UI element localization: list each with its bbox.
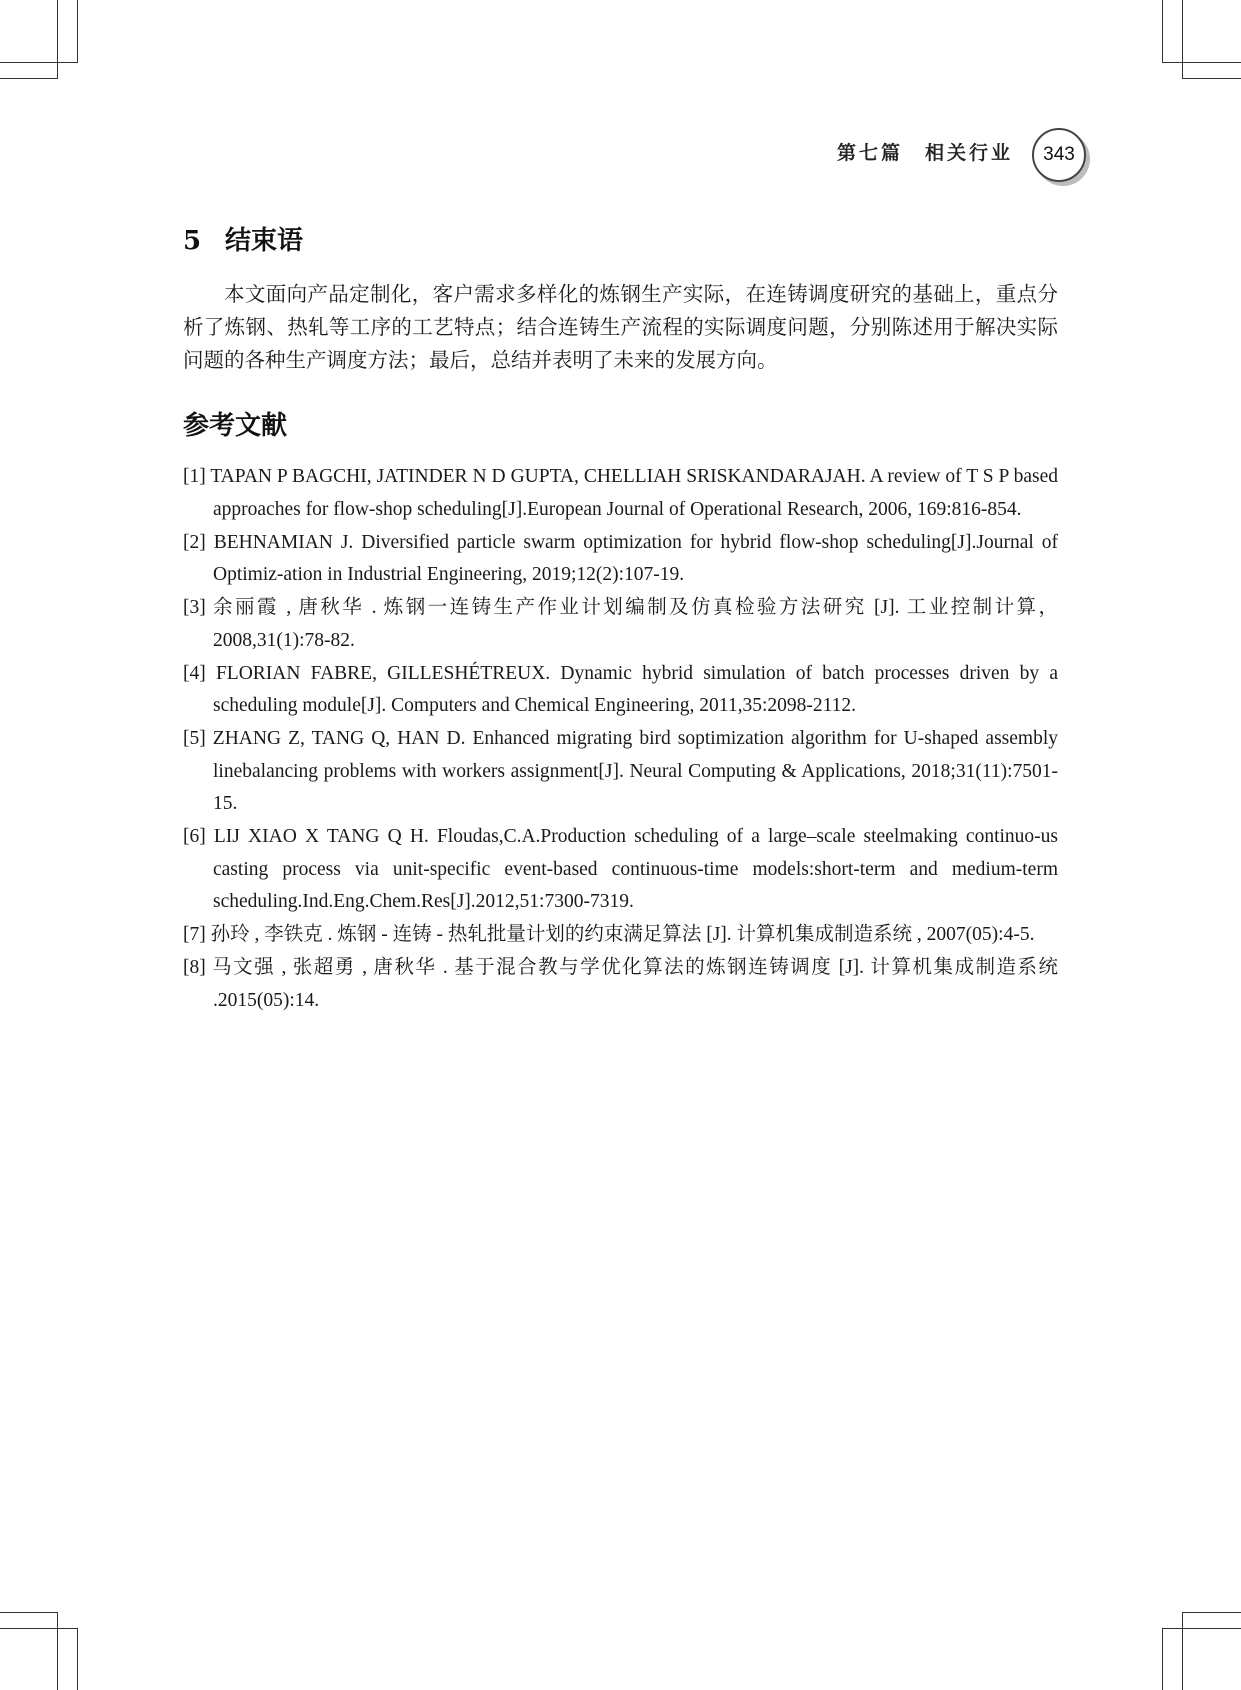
reference-item: [3] 余丽霞 , 唐秋华 . 炼钢一连铸生产作业计划编制及仿真检验方法研究 [J]. 工业控制计算， 2008,31(1):78-82. [183, 597, 1058, 651]
crop-mark-bottom-right-h [1182, 1612, 1241, 1613]
page-number: 343 [1043, 144, 1075, 165]
crop-mark-top-right-v2 [1182, 0, 1183, 78]
crop-mark-top-right-h2 [1182, 78, 1241, 79]
crop-mark-bottom-left-v2 [77, 1628, 78, 1690]
section-number: 5 [183, 226, 202, 256]
reference-item: [7] 孙玲 , 李铁克 . 炼钢 - 连铸 - 热轧批量计划的约束满足算法 [J]. 计算机集成制造系统 , 2007(05):4-5. [183, 924, 1035, 945]
crop-mark-top-right-v [1162, 0, 1163, 62]
section-title: 结束语 [225, 226, 304, 256]
crop-mark-top-left-v [57, 0, 58, 78]
crop-mark-top-left-h2 [0, 78, 58, 79]
reference-item: [4] FLORIAN FABRE, GILLESHÉTREUX. Dynamic hybrid simulation of batch processes driven by a scheduling module[J]. Computers and Chemical Engineering, 2011,35:2098-2112. [183, 662, 1058, 716]
conclusion-paragraph: 本文面向产品定制化，客户需求多样化的炼钢生产实际，在连铸调度研究的基础上，重点分析了炼钢、热轧等工序的工艺特点；结合连铸生产流程的实际调度问题，分别陈述用于解决实际问题的各种生产调度方法；最后，总结并表明了未来的发展方向。 [183, 282, 1058, 372]
reference-item: [8] 马文强 , 张超勇 , 唐秋华 . 基于混合教与学优化算法的炼钢连铸调度 [J]. 计算机集成制造系统 .2015(05):14. [183, 957, 1058, 1011]
section-heading [183, 220, 303, 257]
crop-mark-bottom-left-v [57, 1612, 58, 1690]
crop-mark-bottom-right-v2 [1182, 1612, 1183, 1690]
crop-mark-top-left-v2 [77, 0, 78, 62]
reference-list [183, 461, 1058, 1018]
page-number-badge [1032, 128, 1086, 182]
reference-item: [5] ZHANG Z, TANG Q, HAN D. Enhanced migrating bird soptimization algorithm for U-shaped assembly linebalancing problems with workers assignment[J]. Neural Computing & Applications, 2018;31(11):7501-15. [183, 728, 1058, 814]
crop-mark-bottom-left-h2 [0, 1628, 78, 1629]
crop-mark-bottom-right-v [1162, 1628, 1163, 1690]
crop-mark-bottom-left-h [0, 1612, 58, 1613]
header-section: 第七篇 [836, 142, 903, 164]
reference-item: [1] TAPAN P BAGCHI, JATINDER N D GUPTA, CHELLIAH SRISKANDARAJAH. A review of T S P based approaches for flow-shop scheduling[J].European Journal of Operational Research, 2006, 169:816-854. [183, 466, 1058, 520]
crop-mark-top-right-h [1162, 62, 1241, 63]
reference-item: [6] LIJ XIAO X TANG Q H. Floudas,C.A.Production scheduling of a large–scale steelmaking continuo-us casting process via unit-specific event-based continuous-time models:short-term and medium-term scheduling.Ind.Eng.Chem.Res[J].2012,51:7300-7319. [183, 826, 1058, 912]
references-heading: 参考文献 [183, 411, 288, 441]
crop-mark-top-left-h [0, 62, 78, 63]
running-header [837, 138, 1013, 165]
crop-mark-bottom-right-h2 [1162, 1628, 1241, 1629]
reference-item: [2] BEHNAMIAN J. Diversified particle swarm optimization for hybrid flow-shop scheduling[J].Journal of Optimiz-ation in Industrial Engineering, 2019;12(2):107-19. [183, 531, 1058, 585]
header-title: 相关行业 [924, 142, 1013, 164]
